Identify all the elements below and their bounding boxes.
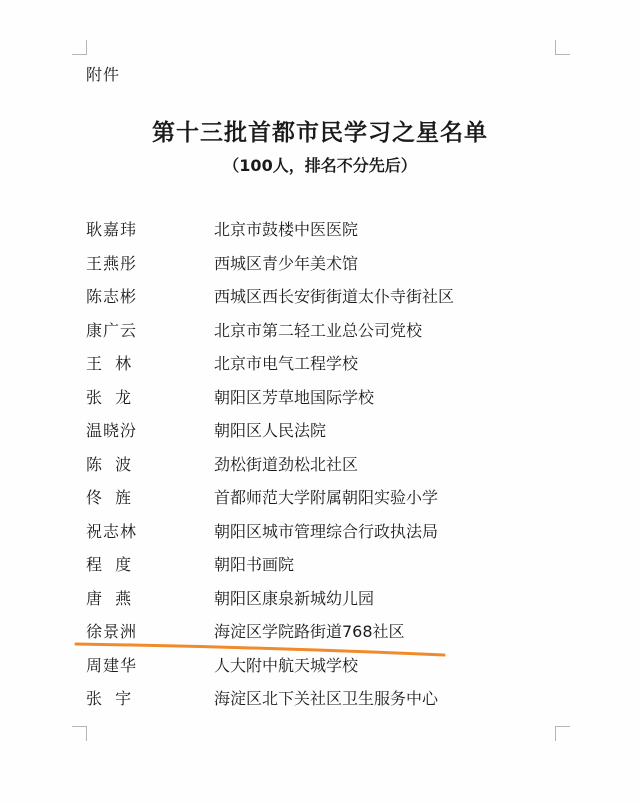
organization: 劲松街道劲松北社区 bbox=[214, 454, 359, 474]
person-name: 徐景洲 bbox=[86, 622, 138, 642]
organization: 人大附中航天城学校 bbox=[214, 655, 359, 675]
person-name: 王 林 bbox=[86, 354, 133, 374]
person-name: 佟 旌 bbox=[86, 488, 133, 508]
organization: 朝阳区人民法院 bbox=[214, 421, 327, 441]
person-name: 耿嘉玮 bbox=[86, 220, 138, 240]
organization: 西城区青少年美术馆 bbox=[214, 253, 359, 273]
person-name: 温晓汾 bbox=[86, 421, 138, 441]
organization: 北京市电气工程学校 bbox=[214, 354, 359, 374]
person-name: 周建华 bbox=[86, 655, 138, 675]
person-name: 唐 燕 bbox=[86, 588, 133, 608]
page-subtitle: （100人，排名不分先后） bbox=[223, 156, 417, 175]
organization: 首都师范大学附属朝阳实验小学 bbox=[214, 488, 439, 508]
organization: 朝阳书画院 bbox=[214, 555, 295, 575]
person-name: 张 龙 bbox=[86, 387, 133, 407]
person-name: 康广云 bbox=[86, 320, 138, 340]
organization: 朝阳区城市管理综合行政执法局 bbox=[214, 521, 439, 541]
person-name: 陈志彬 bbox=[86, 287, 138, 307]
organization: 北京市第二轻工业总公司党校 bbox=[214, 320, 423, 340]
organization: 朝阳区芳草地国际学校 bbox=[214, 387, 375, 407]
person-name: 祝志林 bbox=[86, 521, 138, 541]
person-name: 陈 波 bbox=[86, 454, 133, 474]
organization: 西城区西长安街街道太仆寺街社区 bbox=[214, 287, 455, 307]
attachment-label: 附件 bbox=[86, 65, 121, 84]
organization: 北京市鼓楼中医医院 bbox=[214, 220, 359, 240]
person-name: 王燕彤 bbox=[86, 253, 138, 273]
person-name: 张 宇 bbox=[86, 689, 133, 709]
organization: 朝阳区康泉新城幼儿园 bbox=[214, 588, 375, 608]
page-title: 第十三批首都市民学习之星名单 bbox=[152, 120, 488, 146]
organization: 海淀区北下关社区卫生服务中心 bbox=[214, 689, 439, 709]
person-name: 程 度 bbox=[86, 555, 133, 575]
organization: 海淀区学院路街道768社区 bbox=[214, 622, 405, 642]
